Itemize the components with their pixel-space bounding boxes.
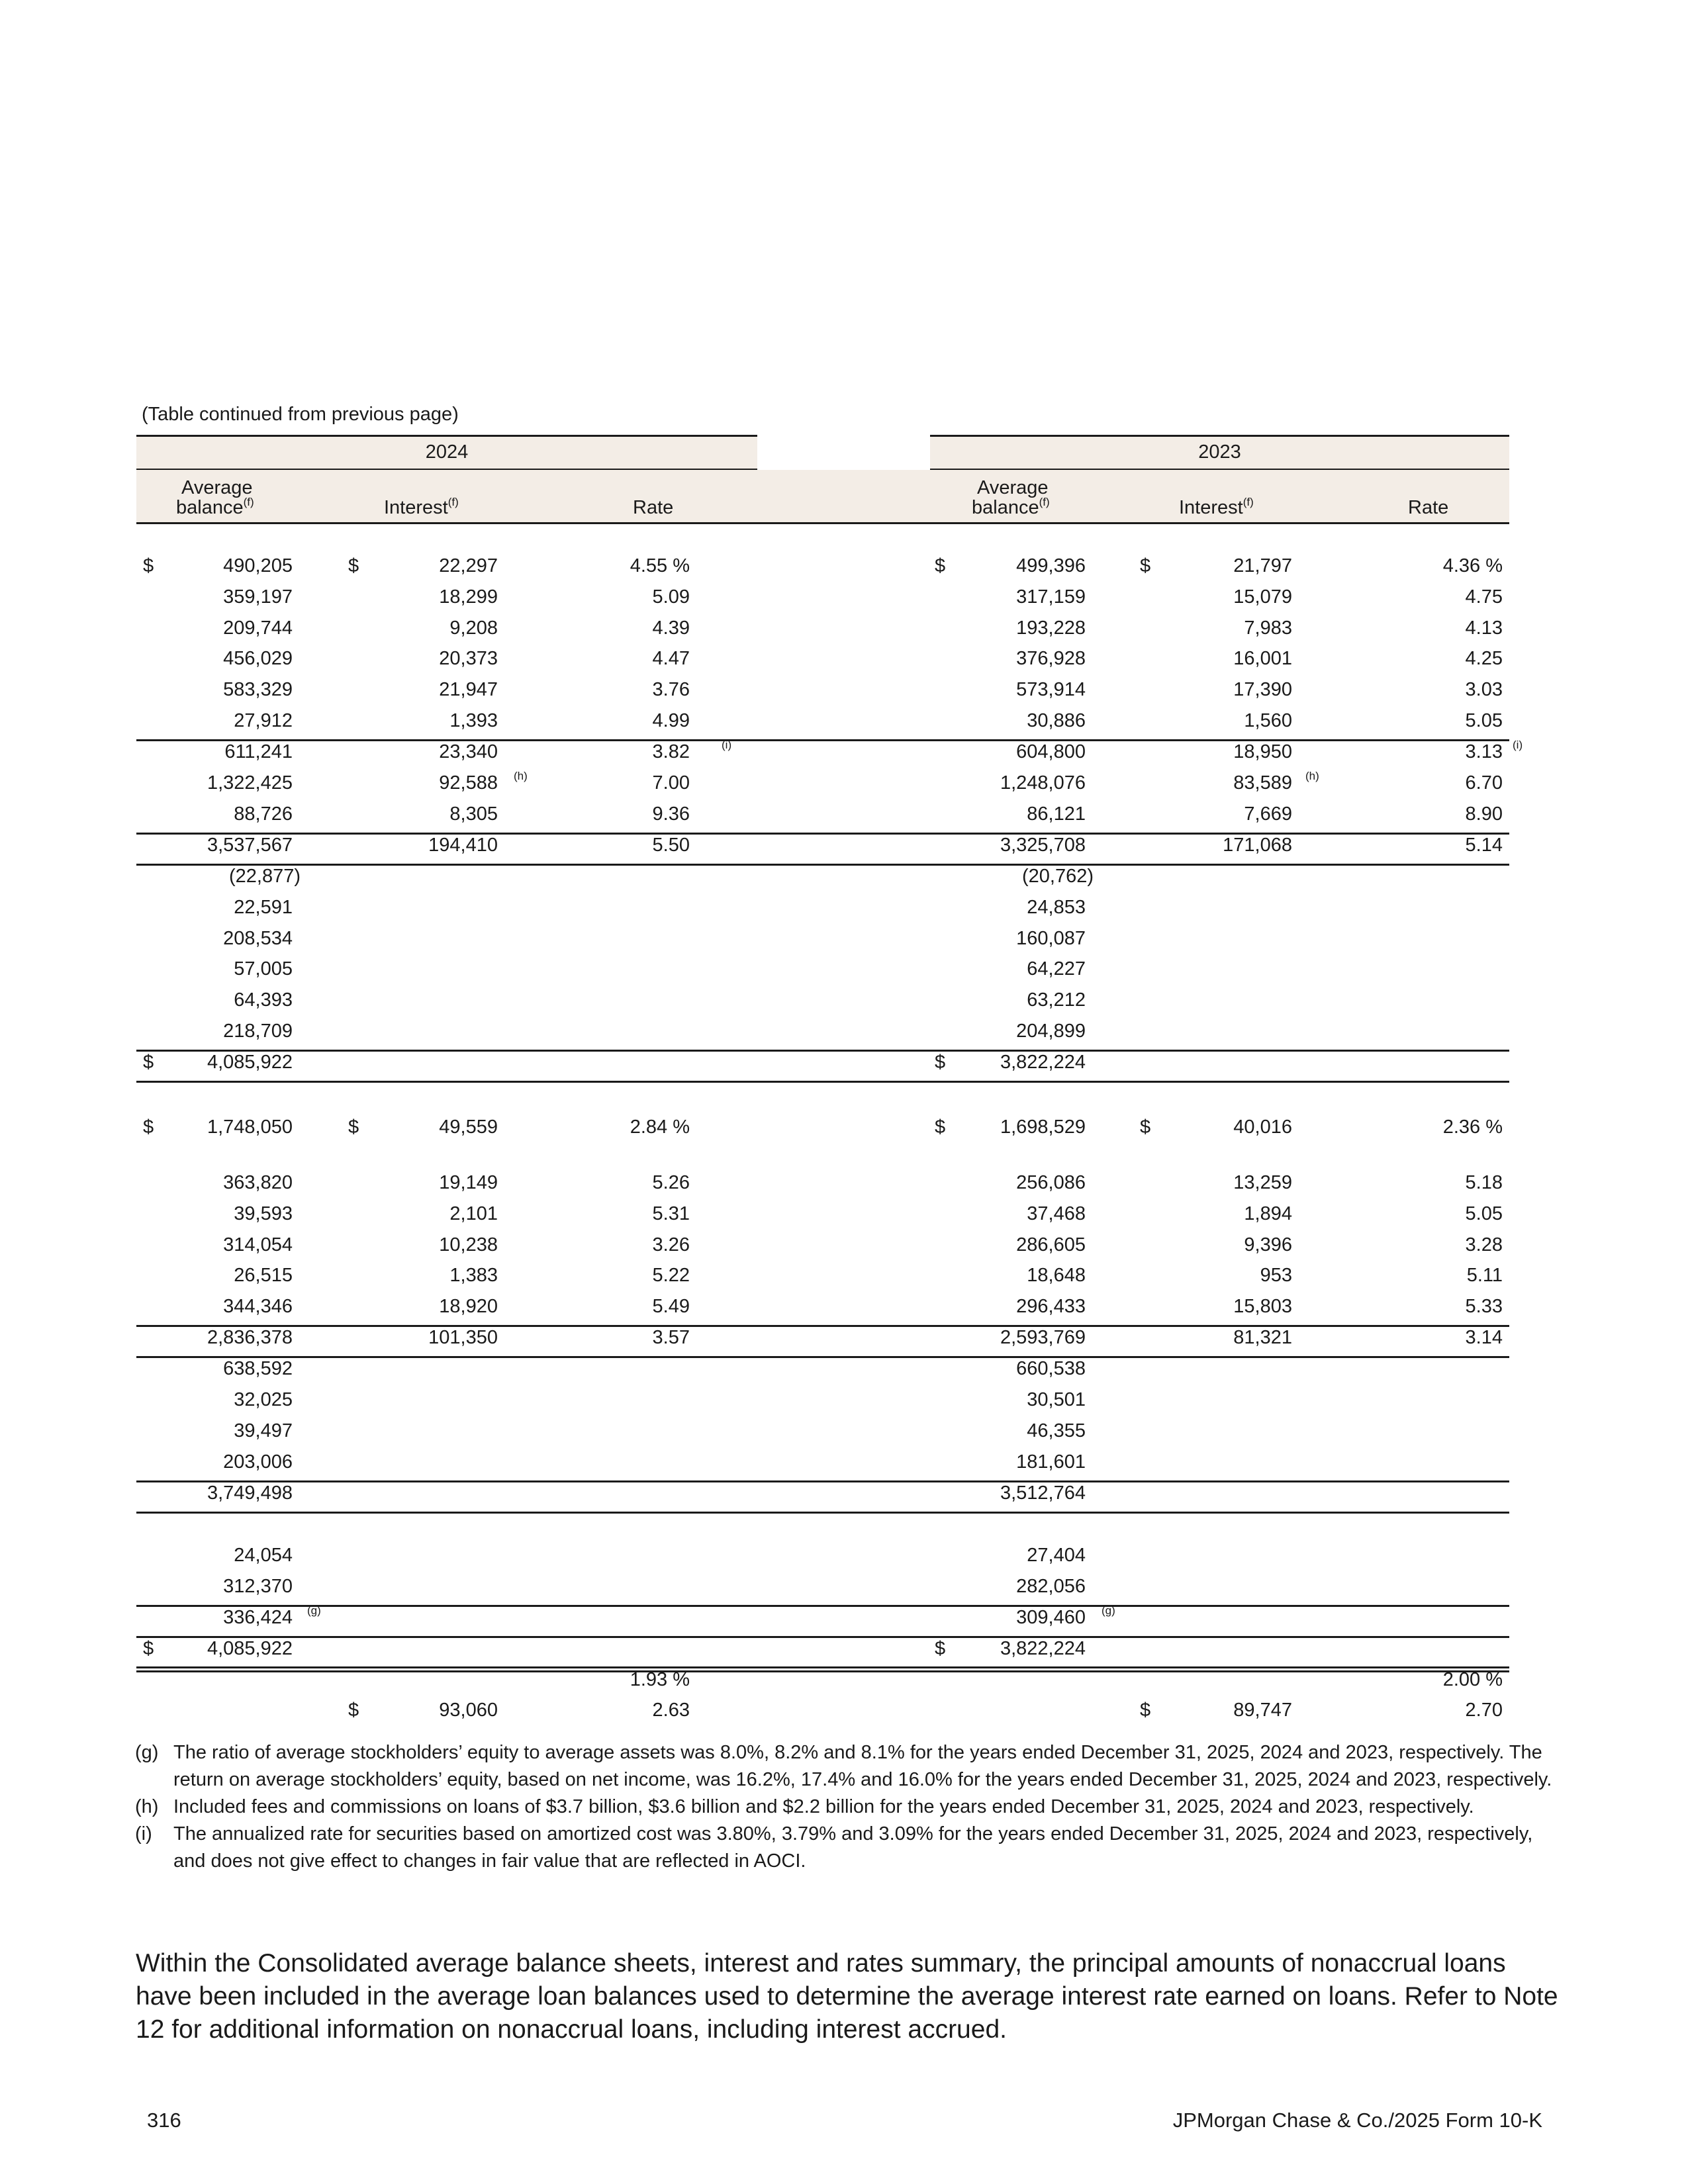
cell-avg-balance-2023: 286,605 xyxy=(1016,1234,1086,1255)
cell-avg-balance-2024: 208,534 xyxy=(223,928,293,949)
cell-interest-2024: 22,297 xyxy=(439,555,498,576)
footnote-label: (g) xyxy=(135,1742,159,1763)
cell-avg-balance-2023: 181,601 xyxy=(1016,1451,1086,1473)
footnote-text: Included fees and commissions on loans of $3.7 billion, $3.6 billion and $2.2 billion for the years ended December 31, 2025, 2024 and 2023, respectively. xyxy=(173,1796,1474,1817)
cell-avg-balance-2023: 86,121 xyxy=(1027,803,1086,825)
cell-interest-2023: 17,390 xyxy=(1233,679,1292,700)
dollar-sign: $ xyxy=(348,555,359,576)
cell-avg-balance-2023: 27,404 xyxy=(1027,1545,1086,1566)
cell-avg-balance-2024: 611,241 xyxy=(224,741,293,762)
dollar-sign: $ xyxy=(143,555,154,576)
rule-equity-subtotal xyxy=(136,1605,1509,1607)
cell-rate-2024: 5.50 xyxy=(652,835,690,856)
header-average-balance-2024: Average balance$^{(f)}$ xyxy=(176,477,254,518)
dollar-sign: $ xyxy=(935,1116,946,1138)
cell-avg-balance-2024: 583,329 xyxy=(223,679,293,700)
cell-avg-balance-2023: 30,886 xyxy=(1027,710,1086,731)
cell-avg-balance-2023: 296,433 xyxy=(1016,1296,1086,1317)
cell-avg-balance-2024: 26,515 xyxy=(234,1265,293,1286)
footnote-label: (h) xyxy=(135,1796,159,1817)
cell-avg-balance-2023: 256,086 xyxy=(1016,1172,1086,1193)
header-rate-2024: Rate xyxy=(633,497,674,518)
year-rule-2023 xyxy=(930,469,1509,470)
cell-rate-2023: 6.70 xyxy=(1465,772,1503,794)
cell-avg-balance-2024: 1,748,050 xyxy=(207,1116,293,1138)
cell-rate-2023: 3.13 xyxy=(1465,741,1503,762)
cell-interest-2024: 2,101 xyxy=(449,1203,498,1224)
footnote-marker: (i) xyxy=(1513,739,1523,751)
cell-avg-balance-2024: 39,497 xyxy=(234,1420,293,1441)
footnote-marker: (h) xyxy=(514,770,528,782)
header-interest-2024: Interest$^{(f)}$ xyxy=(384,496,459,518)
cell-avg-balance-2023: 37,468 xyxy=(1027,1203,1086,1224)
cell-avg-balance-2023: 499,396 xyxy=(1016,555,1086,576)
cell-rate-2023: 2.00 % xyxy=(1442,1669,1503,1690)
rule-total-liab-equity-bottom-2 xyxy=(136,1670,1509,1672)
dollar-sign: $ xyxy=(935,1052,946,1073)
rule-total-liab-equity-bottom-1 xyxy=(136,1666,1509,1668)
cell-rate-2024: 9.36 xyxy=(652,803,690,825)
cell-rate-2023: 2.70 xyxy=(1465,1700,1503,1721)
footnote-text: The annualized rate for securities based on amortized cost was 3.80%, 3.79% and 3.09% for the years ended December 31, 2025, 2024 and 2023, respectively, and does not give effect to changes in fair value that are reflected in AOCI. xyxy=(173,1823,1533,1872)
cell-interest-2023: 953 xyxy=(1260,1265,1292,1286)
cell-avg-balance-2024: (22,877) xyxy=(228,866,301,887)
cell-avg-balance-2023: 3,512,764 xyxy=(1000,1482,1086,1504)
cell-avg-balance-2024: 32,025 xyxy=(234,1389,293,1410)
cell-avg-balance-2023: 2,593,769 xyxy=(1000,1327,1086,1348)
cell-rate-2024: 5.22 xyxy=(652,1265,690,1286)
cell-avg-balance-2023: 18,648 xyxy=(1027,1265,1086,1286)
cell-avg-balance-2023: 3,325,708 xyxy=(1000,835,1086,856)
cell-rate-2024: 1.93 % xyxy=(630,1669,690,1690)
dollar-sign: $ xyxy=(143,1052,154,1073)
cell-rate-2023: 5.05 xyxy=(1465,1203,1503,1224)
cell-interest-2023: 9,396 xyxy=(1244,1234,1292,1255)
footnote-marker: (g) xyxy=(307,1604,321,1617)
cell-interest-2023: 1,560 xyxy=(1244,710,1292,731)
cell-rate-2024: 5.09 xyxy=(652,586,690,608)
rule-liabilities-subtotal-top xyxy=(136,1325,1509,1327)
cell-interest-2023: 7,669 xyxy=(1244,803,1292,825)
footnote-g xyxy=(135,1739,1558,1794)
cell-avg-balance-2024: 456,029 xyxy=(223,648,293,669)
cell-avg-balance-2024: 64,393 xyxy=(234,989,293,1011)
dollar-sign: $ xyxy=(935,555,946,576)
cell-interest-2023: 18,950 xyxy=(1233,741,1292,762)
dollar-sign: $ xyxy=(143,1638,154,1659)
cell-avg-balance-2024: 490,205 xyxy=(223,555,293,576)
cell-interest-2023: 21,797 xyxy=(1233,555,1292,576)
rule-total-liabilities-bottom xyxy=(136,1512,1509,1514)
cell-rate-2023: 4.25 xyxy=(1465,648,1503,669)
cell-avg-balance-2023: 1,698,529 xyxy=(1000,1116,1086,1138)
cell-avg-balance-2024: 4,085,922 xyxy=(207,1638,293,1659)
cell-interest-2024: 23,340 xyxy=(439,741,498,762)
cell-rate-2024: 5.26 xyxy=(652,1172,690,1193)
cell-avg-balance-2023: 309,460 xyxy=(1016,1607,1086,1628)
rule-liabilities-subtotal-bottom xyxy=(136,1356,1509,1358)
cell-interest-2023: 89,747 xyxy=(1233,1700,1292,1721)
cell-rate-2023: 3.28 xyxy=(1465,1234,1503,1255)
cell-avg-balance-2024: 336,424 xyxy=(223,1607,293,1628)
cell-interest-2024: 10,238 xyxy=(439,1234,498,1255)
dollar-sign: $ xyxy=(1140,555,1151,576)
cell-rate-2024: 2.63 xyxy=(652,1700,690,1721)
cell-avg-balance-2023: 3,822,224 xyxy=(1000,1638,1086,1659)
cell-interest-2024: 49,559 xyxy=(439,1116,498,1138)
table-caption: (Table continued from previous page) xyxy=(142,404,459,425)
cell-avg-balance-2023: 1,248,076 xyxy=(1000,772,1086,794)
cell-avg-balance-2023: 604,800 xyxy=(1016,741,1086,762)
dollar-sign: $ xyxy=(348,1700,359,1721)
cell-interest-2023: 40,016 xyxy=(1233,1116,1292,1138)
cell-interest-2023: 1,894 xyxy=(1244,1203,1292,1224)
cell-rate-2024: 4.39 xyxy=(652,617,690,639)
cell-avg-balance-2024: 638,592 xyxy=(223,1358,293,1379)
cell-avg-balance-2023: 282,056 xyxy=(1016,1576,1086,1597)
cell-interest-2024: 19,149 xyxy=(439,1172,498,1193)
rule-total-assets-bottom xyxy=(136,1081,1509,1083)
cell-avg-balance-2023: 46,355 xyxy=(1027,1420,1086,1441)
cell-rate-2024: 4.55 % xyxy=(630,555,690,576)
dollar-sign: $ xyxy=(935,1638,946,1659)
cell-rate-2023: 2.36 % xyxy=(1442,1116,1503,1138)
cell-avg-balance-2023: 376,928 xyxy=(1016,648,1086,669)
cell-avg-balance-2024: 359,197 xyxy=(223,586,293,608)
cell-rate-2024: 3.26 xyxy=(652,1234,690,1255)
cell-avg-balance-2024: 22,591 xyxy=(234,897,293,918)
cell-avg-balance-2024: 2,836,378 xyxy=(207,1327,293,1348)
cell-avg-balance-2024: 27,912 xyxy=(234,710,293,731)
cell-rate-2023: 3.14 xyxy=(1465,1327,1503,1348)
cell-interest-2024: 8,305 xyxy=(449,803,498,825)
header-top-rule-2024 xyxy=(136,435,757,437)
rule-assets-subtotal-bottom xyxy=(136,864,1509,866)
cell-rate-2024: 4.47 xyxy=(652,648,690,669)
cell-avg-balance-2024: 218,709 xyxy=(223,1021,293,1042)
rule-securities-subtotal xyxy=(136,739,1509,741)
cell-rate-2023: 4.13 xyxy=(1465,617,1503,639)
dollar-sign: $ xyxy=(1140,1700,1151,1721)
cell-avg-balance-2023: 64,227 xyxy=(1027,958,1086,979)
cell-interest-2023: 15,803 xyxy=(1233,1296,1292,1317)
cell-avg-balance-2024: 24,054 xyxy=(234,1545,293,1566)
year-label-2023: 2023 xyxy=(1198,441,1241,463)
cell-avg-balance-2023: 573,914 xyxy=(1016,679,1086,700)
cell-interest-2023: 171,068 xyxy=(1223,835,1292,856)
footnote-marker: (i) xyxy=(722,739,732,751)
cell-interest-2024: 18,299 xyxy=(439,586,498,608)
year-rule-2024 xyxy=(136,469,757,470)
year-label-2024: 2024 xyxy=(425,441,469,463)
cell-rate-2023: 5.33 xyxy=(1465,1296,1503,1317)
cell-avg-balance-2024: 88,726 xyxy=(234,803,293,825)
cell-avg-balance-2023: 317,159 xyxy=(1016,586,1086,608)
rule-total-liab-equity-top xyxy=(136,1636,1509,1638)
column-header-band xyxy=(136,470,1509,523)
cell-avg-balance-2023: 660,538 xyxy=(1016,1358,1086,1379)
cell-interest-2024: 194,410 xyxy=(428,835,498,856)
dollar-sign: $ xyxy=(348,1116,359,1138)
cell-avg-balance-2024: 203,006 xyxy=(223,1451,293,1473)
cell-interest-2023: 83,589 xyxy=(1233,772,1292,794)
cell-interest-2023: 13,259 xyxy=(1233,1172,1292,1193)
cell-avg-balance-2024: 344,346 xyxy=(223,1296,293,1317)
cell-interest-2024: 9,208 xyxy=(449,617,498,639)
cell-avg-balance-2023: 30,501 xyxy=(1027,1389,1086,1410)
cell-rate-2024: 5.31 xyxy=(652,1203,690,1224)
cell-rate-2024: 7.00 xyxy=(652,772,690,794)
header-top-rule-2023 xyxy=(930,435,1509,437)
rule-assets-subtotal-top xyxy=(136,833,1509,835)
cell-interest-2023: 15,079 xyxy=(1233,586,1292,608)
cell-rate-2024: 5.49 xyxy=(652,1296,690,1317)
header-interest-2023: Interest$^{(f)}$ xyxy=(1179,496,1254,518)
cell-rate-2024: 3.82 xyxy=(652,741,690,762)
cell-interest-2024: 18,920 xyxy=(439,1296,498,1317)
cell-avg-balance-2023: (20,762) xyxy=(1021,866,1094,887)
footnote-label: (i) xyxy=(135,1823,152,1844)
cell-interest-2023: 7,983 xyxy=(1244,617,1292,639)
page-number: 316 xyxy=(147,2109,181,2132)
cell-rate-2024: 3.76 xyxy=(652,679,690,700)
cell-rate-2023: 5.11 xyxy=(1466,1265,1503,1286)
cell-avg-balance-2023: 63,212 xyxy=(1027,989,1086,1011)
cell-avg-balance-2024: 314,054 xyxy=(223,1234,293,1255)
dollar-sign: $ xyxy=(1140,1116,1151,1138)
rule-total-assets-top xyxy=(136,1050,1509,1052)
cell-avg-balance-2023: 160,087 xyxy=(1016,928,1086,949)
cell-avg-balance-2023: 193,228 xyxy=(1016,617,1086,639)
footnotes xyxy=(135,1739,1558,1875)
cell-avg-balance-2024: 363,820 xyxy=(223,1172,293,1193)
cell-rate-2024: 3.57 xyxy=(652,1327,690,1348)
cell-avg-balance-2024: 209,744 xyxy=(223,617,293,639)
cell-avg-balance-2024: 4,085,922 xyxy=(207,1052,293,1073)
cell-interest-2024: 21,947 xyxy=(439,679,498,700)
cell-avg-balance-2024: 3,749,498 xyxy=(207,1482,293,1504)
cell-avg-balance-2024: 57,005 xyxy=(234,958,293,979)
header-average-balance-2023: Average balance$^{(f)}$ xyxy=(972,477,1050,518)
cell-rate-2023: 4.36 % xyxy=(1442,555,1503,576)
rule-total-liabilities-top xyxy=(136,1480,1509,1482)
cell-rate-2023: 5.05 xyxy=(1465,710,1503,731)
dollar-sign: $ xyxy=(143,1116,154,1138)
cell-rate-2023: 8.90 xyxy=(1465,803,1503,825)
nonaccrual-paragraph: Within the Consolidated average balance sheets, interest and rates summary, the principal amounts of nonaccrual loans have been included in the average loan balances used to determine the average interest rate earned on loans. Refer to Note 12 for additional information on nonaccrual loans, including interest accrued. xyxy=(136,1949,1558,2044)
cell-avg-balance-2023: 204,899 xyxy=(1016,1021,1086,1042)
cell-avg-balance-2024: 39,593 xyxy=(234,1203,293,1224)
cell-rate-2023: 5.18 xyxy=(1465,1172,1503,1193)
document-title: JPMorgan Chase & Co./2025 Form 10-K xyxy=(1172,2109,1542,2132)
footnote-marker: (g) xyxy=(1102,1604,1115,1617)
header-bottom-rule xyxy=(136,522,1509,524)
cell-interest-2024: 93,060 xyxy=(439,1700,498,1721)
cell-avg-balance-2024: 1,322,425 xyxy=(207,772,293,794)
cell-interest-2024: 20,373 xyxy=(439,648,498,669)
footnote-marker: (h) xyxy=(1305,770,1319,782)
cell-avg-balance-2024: 3,537,567 xyxy=(207,835,293,856)
footnote-h xyxy=(135,1794,1558,1821)
cell-avg-balance-2023: 3,822,224 xyxy=(1000,1052,1086,1073)
cell-rate-2023: 5.14 xyxy=(1465,835,1503,856)
cell-rate-2023: 4.75 xyxy=(1465,586,1503,608)
cell-interest-2023: 16,001 xyxy=(1233,648,1292,669)
cell-rate-2024: 4.99 xyxy=(652,710,690,731)
header-rate-2023: Rate xyxy=(1408,497,1449,518)
cell-rate-2024: 2.84 % xyxy=(630,1116,690,1138)
cell-rate-2023: 3.03 xyxy=(1465,679,1503,700)
footnote-i xyxy=(135,1821,1558,1875)
cell-interest-2024: 101,350 xyxy=(428,1327,498,1348)
cell-interest-2024: 1,383 xyxy=(449,1265,498,1286)
cell-interest-2024: 1,393 xyxy=(449,710,498,731)
cell-interest-2023: 81,321 xyxy=(1233,1327,1292,1348)
cell-avg-balance-2024: 312,370 xyxy=(223,1576,293,1597)
cell-interest-2024: 92,588 xyxy=(439,772,498,794)
cell-avg-balance-2023: 24,853 xyxy=(1027,897,1086,918)
footnote-text: The ratio of average stockholders’ equity to average assets was 8.0%, 8.2% and 8.1% for the years ended December 31, 2025, 2024 and 2023, respectively. The return on average stockholders’ equity, based on net income, was 16.2%, 17.4% and 16.0% for the years ended December 31, 2025, 2024 and 2023, respectively. xyxy=(173,1742,1552,1790)
